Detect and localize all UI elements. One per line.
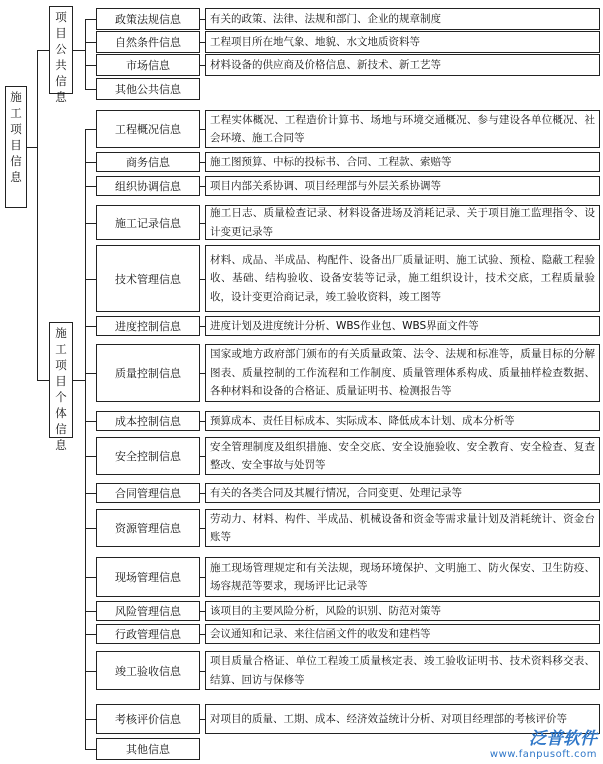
description-text: 施工日志、质量检查记录、材料设备进场及消耗记录、关于项目施工监理指令、设计变更记录等 — [210, 207, 595, 238]
description-text: 国家或地方政府部门颁布的有关质量政策、法令、法规和标准等，质量目标的分解图表、质量控制的工作流程和工作制度、质量管理体系构成、质量抽样检查数据、各种材料和设备的合格证、质量证明书、检测报告等 — [210, 348, 595, 398]
category-box: 现场管理信息 — [96, 557, 200, 597]
connector-line — [73, 380, 85, 381]
category-box: 合同管理信息 — [96, 483, 200, 503]
connector-line — [37, 50, 38, 381]
description-text: 施工现场管理规定和有关法规，现场环境保护、文明施工、防火保安、卫生防疫、场容规范等要求，现场评比记录等 — [210, 561, 595, 592]
watermark-url: www.fanpusoft.com — [489, 749, 597, 760]
category-box: 风险管理信息 — [96, 601, 200, 621]
group-node: 项目公共信息 — [49, 6, 73, 94]
category-box: 商务信息 — [96, 152, 200, 172]
category-box: 行政管理信息 — [96, 624, 200, 644]
description-box — [205, 624, 600, 644]
category-box: 工程概况信息 — [96, 110, 200, 148]
description-text: 安全管理制度及组织措施、安全交底、安全设施验收、安全教育、安全检查、复查整改、安全事故与处罚等 — [210, 440, 595, 471]
description-box — [205, 316, 600, 336]
watermark — [490, 724, 597, 760]
category-box: 其他信息 — [96, 738, 200, 760]
connector-line — [85, 719, 96, 720]
category-box: 成本控制信息 — [96, 411, 200, 431]
description-box — [205, 509, 600, 547]
category-box: 施工记录信息 — [96, 205, 200, 240]
description-text: 对项目的质量、工期、成本、经济效益统计分析、对项目经理部的考核评价等 — [210, 712, 567, 725]
connector-line — [85, 373, 96, 374]
category-box: 进度控制信息 — [96, 316, 200, 336]
connector-line — [85, 749, 96, 750]
description-box — [205, 411, 600, 431]
description-box — [205, 557, 600, 597]
description-box — [205, 245, 600, 312]
description-text: 材料、成品、半成品、构配件、设备出厂质量证明、施工试验、预检、隐蔽工程验收、基础、结构验收、设备安装等记录，施工组织设计，技术交底，工程质量验收，设计变更洽商记录，竣工验收资料，竣工图等 — [210, 253, 595, 303]
connector-line — [85, 19, 96, 20]
description-box — [205, 152, 600, 172]
description-text: 该项目的主要风险分析，风险的识别、防范对策等 — [210, 604, 441, 617]
description-text: 有关的政策、法律、法规和部门、企业的规章制度 — [210, 12, 441, 25]
connector-line — [85, 186, 96, 187]
category-box: 考核评价信息 — [96, 704, 200, 734]
description-text: 项目内部关系协调、项目经理部与外层关系协调等 — [210, 179, 441, 192]
description-box — [205, 110, 600, 148]
description-box — [205, 31, 600, 53]
connector-line — [85, 42, 96, 43]
category-box: 竣工验收信息 — [96, 651, 200, 690]
category-box: 其他公共信息 — [96, 78, 200, 100]
description-text: 施工图预算、中标的投标书、合同、工程款、索赔等 — [210, 155, 452, 168]
connector-line — [73, 50, 85, 51]
description-text: 工程项目所在地气象、地貌、水文地质资料等 — [210, 35, 420, 48]
category-box: 技术管理信息 — [96, 245, 200, 312]
connector-line — [37, 380, 49, 381]
connector-line — [85, 162, 96, 163]
connector-line — [37, 50, 49, 51]
description-box — [205, 601, 600, 621]
connector-line — [85, 65, 96, 66]
description-box — [205, 651, 600, 690]
connector-line — [85, 493, 96, 494]
connector-line — [85, 223, 96, 224]
description-text: 进度计划及进度统计分析、WBS作业包、WBS界面文件等 — [210, 319, 479, 332]
watermark-logo: 泛普软件 — [529, 729, 597, 749]
connector-line — [85, 326, 96, 327]
description-text: 预算成本、责任目标成本、实际成本、降低成本计划、成本分析等 — [210, 414, 515, 427]
description-box — [205, 437, 600, 475]
connector-line — [85, 129, 96, 130]
connector-line — [85, 89, 96, 90]
category-box: 自然条件信息 — [96, 31, 200, 53]
connector-line — [85, 421, 96, 422]
category-box: 组织协调信息 — [96, 176, 200, 196]
root-node: 施工项目信息 — [5, 86, 27, 208]
connector-line — [85, 577, 96, 578]
description-text: 会议通知和记录、来往信函文件的收发和建档等 — [210, 627, 431, 640]
connector-line — [85, 19, 86, 90]
category-box: 安全控制信息 — [96, 437, 200, 475]
description-box — [205, 176, 600, 196]
connector-line — [85, 528, 96, 529]
connector-line — [85, 634, 96, 635]
description-box — [205, 54, 600, 76]
description-box — [205, 483, 600, 503]
connector-line — [85, 279, 96, 280]
description-text: 材料设备的供应商及价格信息、新技术、新工艺等 — [210, 58, 441, 71]
category-box: 市场信息 — [96, 54, 200, 76]
connector-line — [27, 147, 37, 148]
description-text: 项目质量合格证、单位工程竣工质量核定表、竣工验收证明书、技术资料移交表、结算、回访与保修等 — [210, 655, 595, 686]
description-box — [205, 8, 600, 30]
category-box: 质量控制信息 — [96, 344, 200, 402]
description-box — [205, 205, 600, 240]
group-node: 施工项目个体信息 — [49, 322, 73, 438]
description-box — [205, 344, 600, 402]
connector-line — [85, 456, 96, 457]
category-box: 资源管理信息 — [96, 509, 200, 547]
connector-line — [85, 611, 96, 612]
connector-line — [85, 671, 96, 672]
category-box: 政策法规信息 — [96, 8, 200, 30]
description-text: 有关的各类合同及其履行情况，合同变更、处理记录等 — [210, 486, 462, 499]
description-text: 工程实体概况、工程造价计算书、场地与环境交通概况、参与建设各单位概况、社会环境、施工合同等 — [210, 113, 595, 144]
description-text: 劳动力、材料、构件、半成品、机械设备和资金等需求量计划及消耗统计、资金台账等 — [210, 512, 595, 543]
